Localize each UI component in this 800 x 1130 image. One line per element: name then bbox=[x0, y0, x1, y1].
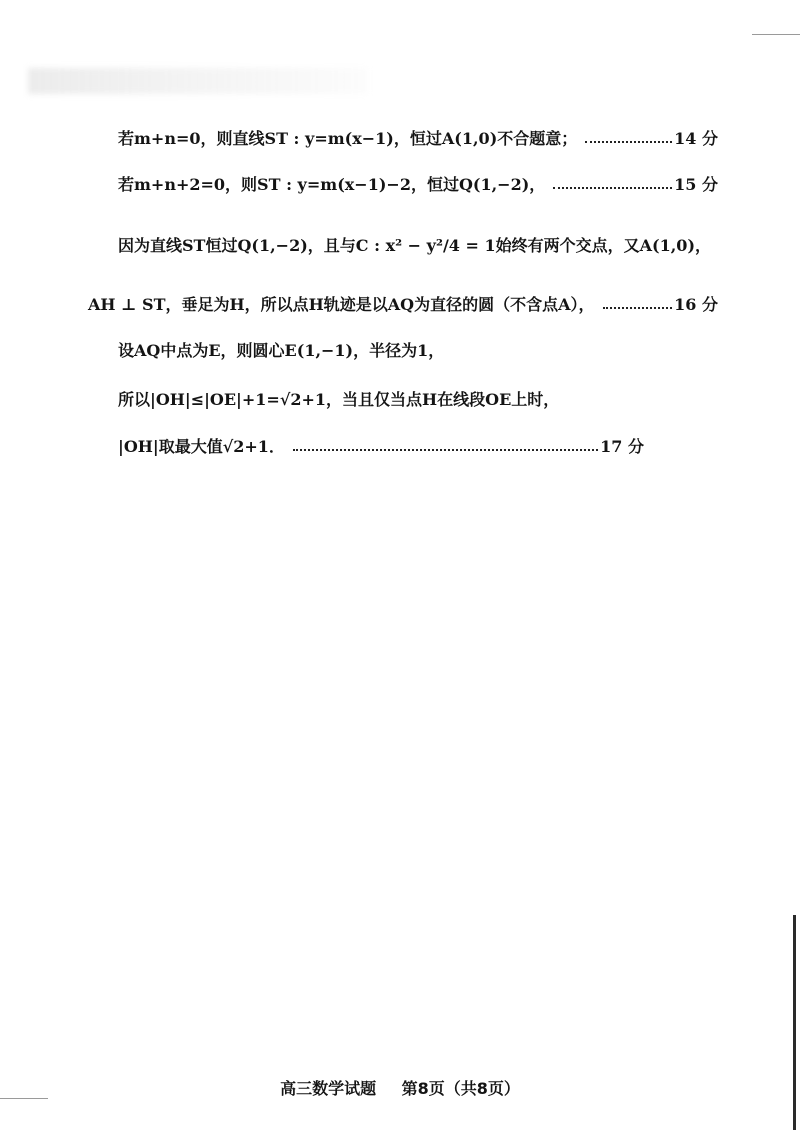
footer-page-number: 第8页（共8页） bbox=[401, 1079, 520, 1098]
faded-header-smudge bbox=[28, 68, 368, 94]
line-text: 因为直线ST恒过Q(1,−2)，且与C : x² − y²/4 = 1始终有两个交点，又A(1,0)， bbox=[118, 236, 712, 255]
footer-title: 高三数学试题 bbox=[280, 1079, 377, 1098]
line-text: 设AQ中点为E，则圆心E(1,−1)，半径为1， bbox=[118, 341, 445, 360]
solution-line-7 bbox=[118, 432, 644, 462]
score-label: 15 分 bbox=[674, 175, 718, 194]
dot-leader bbox=[293, 449, 598, 451]
page-footer bbox=[0, 1076, 800, 1099]
score-label: 16 分 bbox=[674, 295, 718, 314]
solution-line-4 bbox=[88, 290, 718, 320]
line-text: |OH|取最大值√2+1． bbox=[118, 437, 285, 456]
dot-leader bbox=[585, 141, 672, 143]
solution-line-6 bbox=[118, 385, 718, 415]
line-text: 若m+n+2=0，则ST : y=m(x−1)−2，恒过Q(1,−2)， bbox=[118, 175, 546, 194]
dot-leader bbox=[603, 307, 673, 309]
solution-line-2 bbox=[118, 170, 718, 200]
solution-line-5 bbox=[118, 336, 718, 366]
corner-rule-top-right bbox=[752, 34, 800, 35]
line-text: 所以|OH|≤|OE|+1=√2+1，当且仅当点H在线段OE上时， bbox=[118, 390, 560, 409]
line-text: 若m+n=0，则直线ST : y=m(x−1)，恒过A(1,0)不合题意； bbox=[118, 129, 578, 148]
score-label: 17 分 bbox=[600, 437, 644, 456]
dot-leader bbox=[553, 187, 672, 189]
solution-line-1 bbox=[118, 124, 718, 154]
score-label: 14 分 bbox=[674, 129, 718, 148]
line-text: AH ⊥ ST，垂足为H，所以点H轨迹是以AQ为直径的圆（不含点A）， bbox=[88, 295, 595, 314]
solution-line-3 bbox=[118, 222, 718, 270]
